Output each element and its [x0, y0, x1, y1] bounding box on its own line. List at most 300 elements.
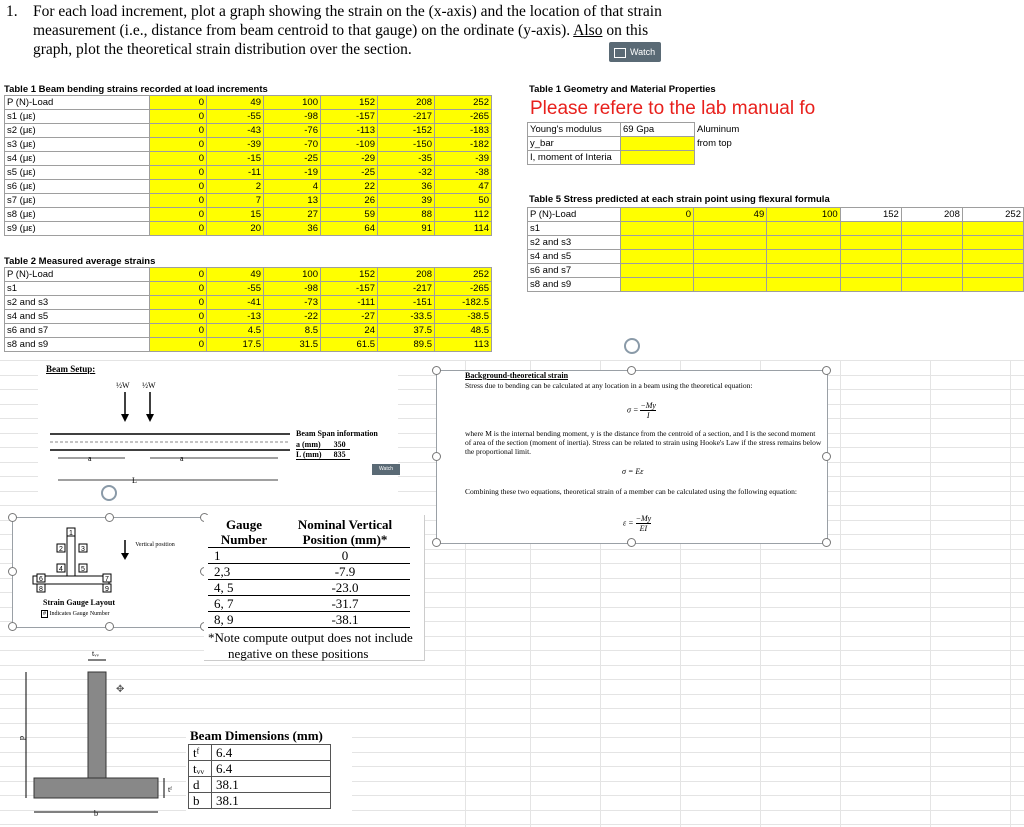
table-header-row — [528, 208, 1024, 222]
note-star: *Note — [208, 630, 240, 645]
table-row — [5, 180, 492, 194]
load-value: 100 — [264, 268, 321, 282]
table-row — [528, 250, 1024, 264]
eq1-num: −My — [640, 401, 656, 410]
row-label: s4 and s5 — [528, 250, 621, 264]
dim-value: 6.4 — [212, 745, 331, 761]
resize-handle[interactable] — [432, 538, 441, 547]
gauge-position-table — [208, 517, 410, 628]
strain-value: 13 — [264, 194, 321, 208]
gauge-table-panel — [204, 515, 425, 661]
table-row — [528, 151, 815, 165]
table-row — [5, 310, 492, 324]
resize-handle[interactable] — [105, 622, 114, 631]
row-label: s7 (με) — [5, 194, 150, 208]
table-row — [528, 264, 1024, 278]
strain-value: 0 — [150, 310, 207, 324]
dim-value: 38.1 — [212, 777, 331, 793]
gauge-number: 8 — [39, 586, 43, 593]
eq1-lhs: σ = — [627, 405, 639, 415]
empty-cell[interactable] — [840, 250, 901, 264]
load-value: 152 — [321, 268, 378, 282]
table-row — [528, 278, 1024, 292]
equation-stress — [627, 401, 656, 420]
strain-value: 24 — [321, 324, 378, 338]
load-value: 208 — [378, 96, 435, 110]
strain-value: 0 — [150, 222, 207, 236]
strain-value: -182.5 — [435, 296, 492, 310]
load-value: 100 — [767, 208, 840, 222]
geometry-table — [527, 122, 815, 165]
strain-value: 27 — [264, 208, 321, 222]
table-row — [189, 777, 331, 793]
strain-value: -43 — [207, 124, 264, 138]
property-label: y_bar — [528, 137, 621, 151]
video-icon — [614, 48, 626, 58]
dim-label: d — [189, 777, 212, 793]
beam-dims-title: Beam Dimensions (mm) — [190, 728, 323, 743]
empty-cell[interactable] — [694, 236, 767, 250]
strain-value: -157 — [321, 110, 378, 124]
row-label: s6 and s7 — [528, 264, 621, 278]
empty-cell[interactable] — [901, 236, 962, 250]
strain-value: -183 — [435, 124, 492, 138]
strain-value: -41 — [207, 296, 264, 310]
strain-value: -151 — [378, 296, 435, 310]
strain-value: -150 — [378, 138, 435, 152]
position-col-header: Nominal Vertical Position (mm)* — [280, 517, 410, 548]
table-row — [296, 450, 350, 460]
table-row — [189, 761, 331, 777]
strain-value: -25 — [321, 166, 378, 180]
tf-label: tᶠ — [168, 785, 172, 794]
equation-strain — [623, 514, 651, 533]
table-row — [528, 236, 1024, 250]
gauge-layout-caption: Strain Gauge Layout — [43, 598, 116, 607]
gauge-col-header: Gauge Number — [208, 517, 280, 548]
b-label: b — [94, 809, 98, 818]
table-row — [5, 296, 492, 310]
resize-handle[interactable] — [822, 538, 831, 547]
background-p2: where M is the internal bending moment, y is the distance from the centroid of a section, and I is the second moment of area of the section (moment of inertia). Stress can be related to strain using Hooke's Law if the stress remains below the proportional limit. — [465, 429, 822, 456]
property-value — [621, 137, 695, 151]
load-value: 49 — [207, 96, 264, 110]
strain-value: 91 — [378, 222, 435, 236]
strain-value: 0 — [150, 180, 207, 194]
beam-setup-title: Beam Setup: — [46, 364, 96, 374]
property-note: Aluminum — [697, 123, 740, 135]
table-row — [5, 324, 492, 338]
strain-value: -35 — [378, 152, 435, 166]
strain-value: -265 — [435, 110, 492, 124]
strain-value: -13 — [207, 310, 264, 324]
strain-value: -152 — [378, 124, 435, 138]
strain-value: -15 — [207, 152, 264, 166]
empty-cell[interactable] — [767, 236, 840, 250]
resize-handle[interactable] — [627, 366, 636, 375]
table5-stress — [527, 207, 1024, 292]
table-row — [296, 440, 350, 450]
row-label: s2 (με) — [5, 124, 150, 138]
strain-value: 113 — [435, 338, 492, 352]
empty-cell[interactable] — [767, 222, 840, 236]
resize-handle[interactable] — [432, 366, 441, 375]
load-value: 252 — [962, 208, 1023, 222]
strain-value: -113 — [321, 124, 378, 138]
grid-col-line — [1010, 360, 1011, 827]
gauge-number: 2 — [59, 546, 63, 553]
empty-cell[interactable] — [962, 278, 1023, 292]
property-note — [695, 151, 815, 165]
row-label: s8 and s9 — [528, 278, 621, 292]
gauge-number-cell: 4, 5 — [208, 580, 280, 596]
strain-value: -38 — [435, 166, 492, 180]
strain-value: -11 — [207, 166, 264, 180]
strain-value: -265 — [435, 282, 492, 296]
gauge-legend — [41, 610, 109, 618]
background-title: Background-theoretical strain — [465, 371, 569, 380]
span-label: L (mm) — [296, 450, 330, 460]
question-also: Also — [573, 22, 603, 39]
empty-cell[interactable] — [694, 264, 767, 278]
watch-small-button[interactable]: Watch — [372, 464, 400, 475]
load-value: 0 — [621, 208, 694, 222]
empty-cell[interactable] — [901, 264, 962, 278]
table-row — [5, 110, 492, 124]
table-row — [208, 564, 410, 580]
legend-text: Indicates Gauge Number — [49, 611, 110, 617]
beam-setup-figure — [38, 362, 398, 497]
eq1-den: I — [646, 411, 650, 420]
table-row — [5, 222, 492, 236]
table-row — [5, 194, 492, 208]
empty-cell[interactable] — [901, 278, 962, 292]
strain-value: -22 — [264, 310, 321, 324]
empty-cell[interactable] — [694, 222, 767, 236]
load-value: 208 — [378, 268, 435, 282]
table-row — [208, 580, 410, 596]
strain-value: 64 — [321, 222, 378, 236]
row-label: s1 — [528, 222, 621, 236]
rotate-handle-icon[interactable] — [101, 485, 117, 501]
gauge-number-cell: 1 — [208, 548, 280, 564]
empty-cell[interactable] — [621, 222, 694, 236]
strain-value: 0 — [150, 124, 207, 138]
gauge-number: 7 — [105, 576, 109, 583]
empty-cell[interactable] — [840, 236, 901, 250]
beam-section-sketch — [18, 648, 178, 823]
empty-cell[interactable] — [621, 250, 694, 264]
strain-value: -98 — [264, 110, 321, 124]
eq3-lhs: ε = — [623, 518, 634, 528]
position-cell: -7.9 — [280, 564, 410, 580]
strain-value: -27 — [321, 310, 378, 324]
strain-value: 0 — [150, 194, 207, 208]
property-value: 69 Gpa — [621, 123, 695, 137]
gauge-number-cell: 2,3 — [208, 564, 280, 580]
question-line-2b: on this — [606, 22, 649, 39]
table-row — [5, 338, 492, 352]
strain-value: -38.5 — [435, 310, 492, 324]
gauge-number: 4 — [59, 566, 63, 573]
row-label: s6 (με) — [5, 180, 150, 194]
grid-row-line — [0, 824, 1024, 825]
empty-cell[interactable] — [901, 250, 962, 264]
load-value: 208 — [901, 208, 962, 222]
load-value: 49 — [694, 208, 767, 222]
strain-value: -33.5 — [378, 310, 435, 324]
span-info-title: Beam Span information — [296, 429, 378, 438]
strain-value: -39 — [435, 152, 492, 166]
row-label: s8 and s9 — [5, 338, 150, 352]
table-row — [5, 124, 492, 138]
table1-strains — [4, 95, 492, 236]
span-value: 835 — [330, 450, 350, 460]
row-label: s6 and s7 — [5, 324, 150, 338]
row-label: s2 and s3 — [528, 236, 621, 250]
lab-manual-note: Please refere to the lab manual fo — [530, 98, 816, 119]
load-value: 0 — [150, 96, 207, 110]
row-label: s1 (με) — [5, 110, 150, 124]
empty-cell[interactable] — [694, 278, 767, 292]
empty-cell[interactable] — [840, 222, 901, 236]
gauge-layout-box — [12, 517, 206, 628]
load-value: 100 — [264, 96, 321, 110]
property-label: I, moment of Interia — [528, 151, 621, 165]
load-value: 152 — [321, 96, 378, 110]
table1-title: Table 1 Beam bending strains recorded at load increments — [4, 84, 268, 95]
question-line-1: For each load increment, plot a graph showing the strain on the (x-axis) and the location of that strain — [33, 3, 662, 20]
strain-value: -70 — [264, 138, 321, 152]
table-row — [189, 745, 331, 761]
strain-value: 0 — [150, 282, 207, 296]
geometry-title: Table 1 Geometry and Material Properties — [529, 84, 716, 95]
resize-handle[interactable] — [822, 452, 831, 461]
table-row — [5, 138, 492, 152]
rotate-handle-icon[interactable] — [624, 338, 640, 354]
strain-value: 114 — [435, 222, 492, 236]
question-line-3: graph, plot the theoretical strain distribution over the section. — [33, 41, 412, 58]
empty-cell[interactable] — [621, 264, 694, 278]
strain-value: -76 — [264, 124, 321, 138]
row-label: s4 (με) — [5, 152, 150, 166]
background-p3: Combining these two equations, theoretical strain of a member can be calculated using the following equation: — [465, 487, 797, 496]
table-row — [528, 123, 815, 137]
dim-label: tᵥᵥ — [189, 761, 212, 777]
empty-cell[interactable] — [901, 222, 962, 236]
property-label: Young's modulus — [528, 123, 621, 137]
table-row — [208, 596, 410, 612]
load-arrowhead-right — [146, 414, 154, 422]
resize-handle[interactable] — [8, 567, 17, 576]
grid-col-line — [930, 360, 931, 827]
note-line-2: negative on these positions — [228, 646, 369, 661]
grid-row-line — [0, 360, 1024, 361]
empty-cell[interactable] — [840, 264, 901, 278]
strain-value: 0 — [150, 166, 207, 180]
table2-title: Table 2 Measured average strains — [4, 256, 156, 267]
position-cell: -23.0 — [280, 580, 410, 596]
strain-value: -217 — [378, 282, 435, 296]
strain-value: 36 — [264, 222, 321, 236]
equation-hooke: σ = Eε — [622, 467, 644, 476]
gauge-number: 1 — [69, 530, 73, 537]
span-info-table — [296, 440, 350, 460]
resize-handle[interactable] — [8, 513, 17, 522]
strain-value: -39 — [207, 138, 264, 152]
strain-value: -217 — [378, 110, 435, 124]
strain-value: 0 — [150, 338, 207, 352]
empty-cell[interactable] — [962, 236, 1023, 250]
tw-label: tᵥᵥ — [92, 649, 99, 658]
empty-cell[interactable] — [621, 236, 694, 250]
load-value: 152 — [840, 208, 901, 222]
load-arrowhead-left — [121, 414, 129, 422]
strain-value: -73 — [264, 296, 321, 310]
strain-value: 50 — [435, 194, 492, 208]
strain-value: 48.5 — [435, 324, 492, 338]
empty-cell[interactable] — [962, 264, 1023, 278]
strain-value: 37.5 — [378, 324, 435, 338]
strain-value: 4.5 — [207, 324, 264, 338]
empty-cell[interactable] — [962, 222, 1023, 236]
row-label: s8 (με) — [5, 208, 150, 222]
header-label: P (N)-Load — [528, 208, 621, 222]
empty-cell[interactable] — [694, 250, 767, 264]
strain-value: 88 — [378, 208, 435, 222]
strain-value: 47 — [435, 180, 492, 194]
strain-value: 36 — [378, 180, 435, 194]
strain-value: 2 — [207, 180, 264, 194]
strain-value: 0 — [150, 296, 207, 310]
strain-value: 0 — [150, 324, 207, 338]
gauge-number-cell: 6, 7 — [208, 596, 280, 612]
resize-handle[interactable] — [432, 452, 441, 461]
table-row — [5, 152, 492, 166]
legend-symbol: # — [43, 611, 46, 617]
table-header-row — [5, 96, 492, 110]
strain-value: 15 — [207, 208, 264, 222]
grid-col-line — [840, 360, 841, 827]
table2-averages — [4, 267, 492, 352]
strain-value: 0 — [150, 110, 207, 124]
vertical-position-label: Vertical position — [135, 542, 175, 548]
property-note: from top — [697, 137, 732, 149]
table-row — [5, 208, 492, 222]
d-label: d — [18, 736, 27, 740]
gauge-number: 6 — [39, 576, 43, 583]
resize-handle[interactable] — [627, 538, 636, 547]
strain-value: -29 — [321, 152, 378, 166]
a-right-label: a — [180, 454, 184, 463]
strain-value: -25 — [264, 152, 321, 166]
table-row — [208, 548, 410, 564]
load-left-label: ½W — [116, 381, 130, 390]
row-label: s5 (με) — [5, 166, 150, 180]
empty-cell[interactable] — [767, 278, 840, 292]
gauge-note — [208, 631, 413, 645]
position-cell: 0 — [280, 548, 410, 564]
row-label: s2 and s3 — [5, 296, 150, 310]
strain-value: -98 — [264, 282, 321, 296]
strain-value: 17.5 — [207, 338, 264, 352]
table-row — [528, 222, 1024, 236]
strain-value: -19 — [264, 166, 321, 180]
gauge-number: 3 — [81, 546, 85, 553]
watch-video-button[interactable] — [609, 42, 661, 77]
strain-value: 7 — [207, 194, 264, 208]
beam-dimensions-panel — [186, 724, 352, 824]
position-cell: -31.7 — [280, 596, 410, 612]
gauge-number: 9 — [105, 586, 109, 593]
gauge-number: 5 — [81, 566, 85, 573]
empty-cell[interactable] — [621, 278, 694, 292]
eq3-num: −My — [635, 514, 652, 523]
empty-cell[interactable] — [840, 278, 901, 292]
strain-value: 26 — [321, 194, 378, 208]
resize-handle[interactable] — [822, 366, 831, 375]
strain-value: 0 — [150, 208, 207, 222]
flange-shape — [34, 778, 158, 798]
resize-handle[interactable] — [8, 622, 17, 631]
row-label: s9 (με) — [5, 222, 150, 236]
resize-handle[interactable] — [105, 513, 114, 522]
strain-value: 20 — [207, 222, 264, 236]
table-row — [528, 137, 815, 151]
empty-cell[interactable] — [767, 264, 840, 278]
strain-value: 112 — [435, 208, 492, 222]
strain-value: -55 — [207, 282, 264, 296]
gauge-number-cell: 8, 9 — [208, 612, 280, 628]
eq3-den: EI — [639, 524, 648, 533]
position-cell: -38.1 — [280, 612, 410, 628]
table5-title: Table 5 Stress predicted at each strain point using flexural formula — [529, 194, 830, 205]
strain-value: -182 — [435, 138, 492, 152]
strain-value: -55 — [207, 110, 264, 124]
load-right-label: ½W — [142, 381, 156, 390]
strain-value: -157 — [321, 282, 378, 296]
dim-value: 38.1 — [212, 793, 331, 809]
table-header-row — [5, 268, 492, 282]
header-label: P (N)-Load — [5, 96, 150, 110]
table-row — [189, 793, 331, 809]
strain-value: 0 — [150, 152, 207, 166]
strain-value: -109 — [321, 138, 378, 152]
strain-value: 4 — [264, 180, 321, 194]
header-label: P (N)-Load — [5, 268, 150, 282]
empty-cell[interactable] — [767, 250, 840, 264]
dim-value: 6.4 — [212, 761, 331, 777]
table-header-row — [208, 517, 410, 548]
strain-value: 0 — [150, 138, 207, 152]
dim-label: b — [189, 793, 212, 809]
beam-dims-table — [188, 744, 331, 809]
strain-value: 61.5 — [321, 338, 378, 352]
row-label: s4 and s5 — [5, 310, 150, 324]
load-value: 252 — [435, 268, 492, 282]
load-value: 49 — [207, 268, 264, 282]
row-label: s1 — [5, 282, 150, 296]
empty-cell[interactable] — [962, 250, 1023, 264]
table-row — [5, 282, 492, 296]
strain-value: 89.5 — [378, 338, 435, 352]
strain-value: 59 — [321, 208, 378, 222]
strain-value: 22 — [321, 180, 378, 194]
note-line-1: compute output does not include — [243, 630, 413, 645]
load-value: 0 — [150, 268, 207, 282]
dim-label: tᶠ — [189, 745, 212, 761]
watch-label: Watch in — [609, 47, 656, 77]
